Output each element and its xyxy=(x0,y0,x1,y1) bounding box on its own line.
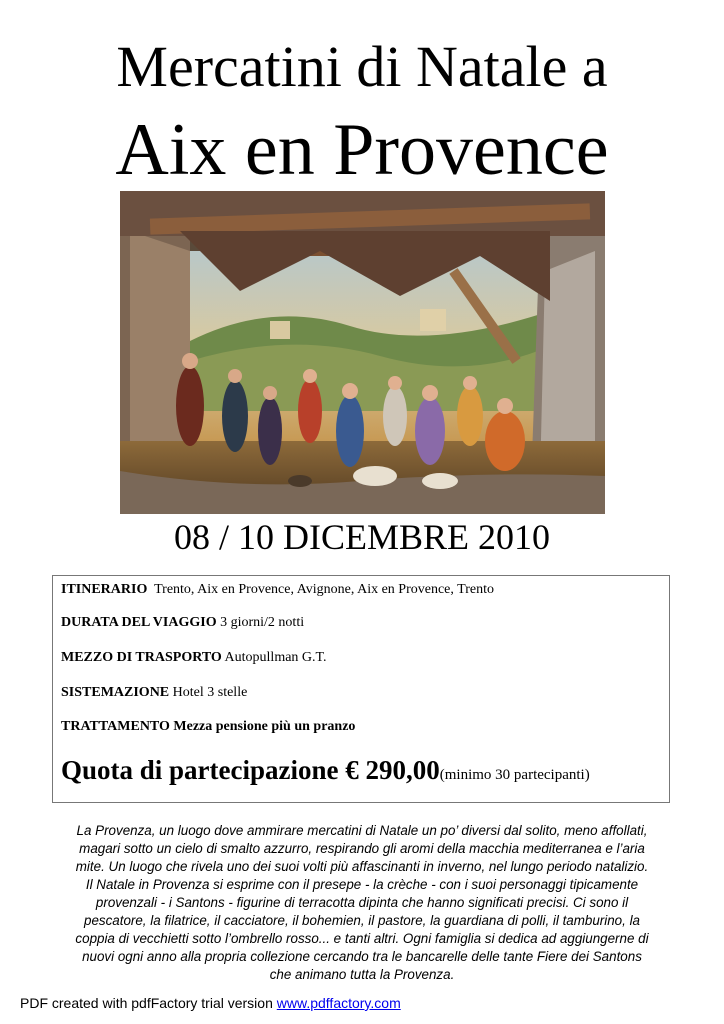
trattamento-row xyxy=(61,718,355,736)
description-line: nuovi ogni anno alla propria collezione cercando tra le bancarelle delle tante Fiere dei Santons xyxy=(82,949,642,964)
itinerario-value: Trento, Aix en Provence, Avignone, Aix en Provence, Trento xyxy=(154,582,494,597)
quota-price: Quota di partecipazione € 290,00 xyxy=(61,755,440,785)
footer-text: PDF created with pdfFactory trial version xyxy=(20,995,277,1011)
description-line: Il Natale in Provenza si esprime con il presepe - la crèche - con i suoi personaggi tipicamente xyxy=(85,877,639,892)
trattamento-label: TRATTAMENTO xyxy=(61,719,170,734)
mezzo-label: MEZZO DI TRASPORTO xyxy=(61,650,222,665)
sistemazione-row xyxy=(61,684,247,702)
description-line: La Provenza, un luogo dove ammirare mercatini di Natale un po’ diversi dal solito, meno affollati, xyxy=(76,823,648,838)
itinerario-row xyxy=(61,581,494,599)
description-line: magari sotto un cielo di smalto azzurro, respirando gli aromi della macchia mediterranea e l’aria xyxy=(79,841,645,856)
sistemazione-label: SISTEMAZIONE xyxy=(61,685,170,700)
quota-note: (minimo 30 partecipanti) xyxy=(439,767,590,783)
sistemazione-value: Hotel 3 stelle xyxy=(172,685,248,700)
title-line-1: Mercatini di Natale a xyxy=(116,34,608,99)
mezzo-row xyxy=(61,649,327,667)
durata-row xyxy=(61,614,304,632)
description-line: che animano tutta la Provenza. xyxy=(269,967,455,982)
trip-info-box xyxy=(52,575,670,803)
event-dates: 08 / 10 DICEMBRE 2010 xyxy=(173,517,550,557)
nativity-scene-photo xyxy=(120,191,605,514)
durata-value: 3 giorni/2 notti xyxy=(220,615,305,630)
nativity-scene-illustration xyxy=(120,191,605,514)
description-line: provenzali - i Santons - figurine di terracotta dipinta che hanno significati precisi. Ci sono il xyxy=(95,895,629,910)
trattamento-value: Mezza pensione più un pranzo xyxy=(173,719,356,734)
mezzo-value: Autopullman G.T. xyxy=(224,650,327,665)
itinerario-label: ITINERARIO xyxy=(61,582,148,597)
pdf-footer xyxy=(20,995,401,1011)
description-line: mite. Un luogo che rivela uno dei suoi volti più affascinanti in inverno, nel lungo periodo natalizio. xyxy=(75,859,649,874)
pdffactory-link[interactable]: www.pdffactory.com xyxy=(276,995,401,1011)
description-paragraph xyxy=(30,822,694,984)
description-line: coppia di vecchietti sotto l’ombrello rosso... e tanti altri. Ogni famiglia si dedica ad aggiungerne di xyxy=(75,931,649,946)
description-line: pescatore, la filatrice, il cacciatore, il bohemien, il pastore, la guardiana di polli, il tamburino, la xyxy=(84,913,640,928)
durata-label: DURATA DEL VIAGGIO xyxy=(61,615,217,630)
quota-row xyxy=(61,755,590,786)
title-line-2: Aix en Provence xyxy=(115,109,609,191)
